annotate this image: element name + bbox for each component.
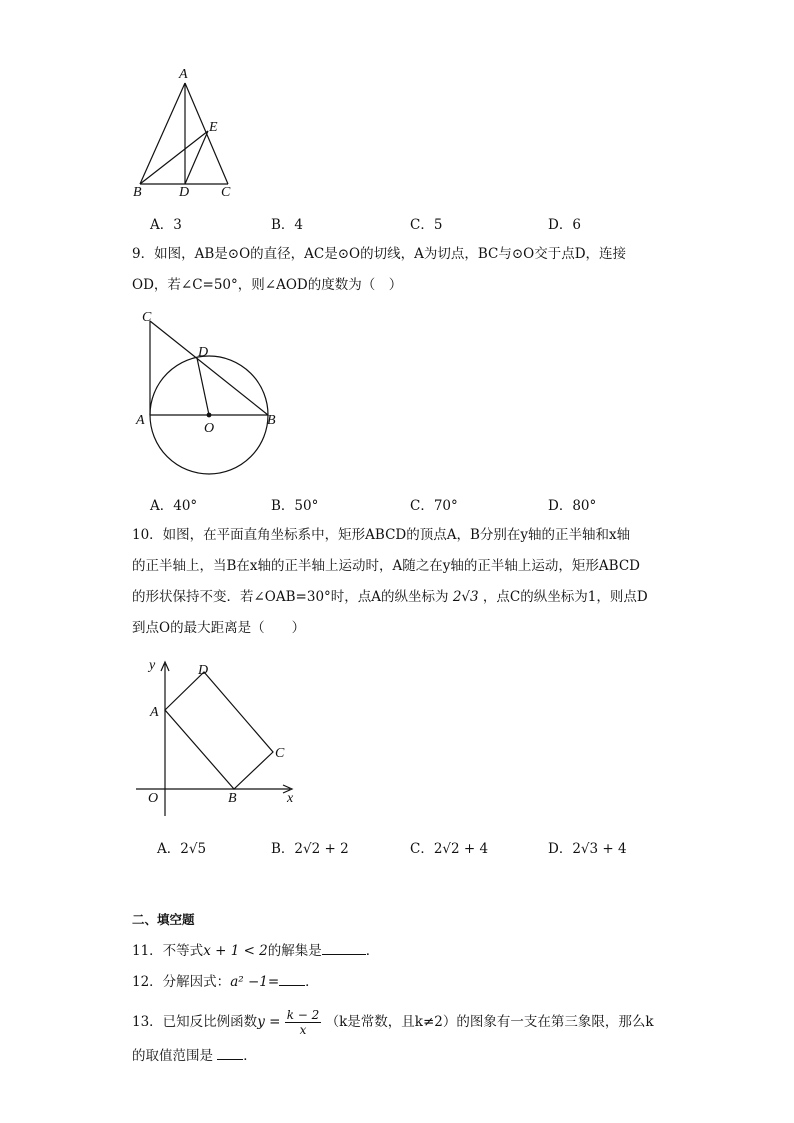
q13-fraction <box>285 1008 322 1037</box>
q11-math: x + 1 < 2 <box>203 943 268 959</box>
q10-text-line4: 到点O的最大距离是（ ） <box>132 620 306 636</box>
q10-label-c: C <box>275 746 285 761</box>
q10-line3-post: ，点C的纵坐标为1，则点D <box>482 589 648 605</box>
q10-coordinate-figure <box>130 650 310 820</box>
q13-answer-blank[interactable] <box>217 1045 243 1060</box>
q8-segment-be <box>140 131 208 184</box>
q9-text-line2: OD，若∠C=50°，则∠AOD的度数为（ ） <box>132 277 403 293</box>
q12-math: a² −1= <box>230 974 280 990</box>
q9-label-b: B <box>267 413 276 428</box>
q10-option-d: D．2√3 + 4 <box>548 841 627 857</box>
q10-option-b: B．2√2 + 2 <box>271 841 349 857</box>
q9-circle-figure <box>130 305 290 480</box>
q9-option-d: D．80° <box>548 498 597 514</box>
q10-label-x: x <box>287 791 294 806</box>
q9-center-dot <box>207 413 212 418</box>
q9-option-b: B．50° <box>271 498 319 514</box>
q10-option-a: A．2√5 <box>157 841 207 857</box>
q13-fraction-denominator: x <box>299 1023 307 1037</box>
q13-y: y = <box>257 1014 281 1030</box>
q8-segment-de <box>185 131 208 184</box>
q9-label-a: A <box>136 413 145 428</box>
q11-answer-blank[interactable] <box>322 940 366 955</box>
q8-option-d: D．6 <box>548 217 581 233</box>
section-2-title: 二、填空题 <box>132 912 195 927</box>
q10-line3-math: 2√3 <box>452 589 479 605</box>
q10-text-line3 <box>132 587 648 607</box>
q9-label-d: D <box>198 345 209 360</box>
q12-answer-blank[interactable] <box>279 971 305 986</box>
q12-end: ． <box>305 974 319 990</box>
q10-line3-pre: 的形状保持不变．若∠OAB=30°时，点A的纵坐标为 <box>132 589 449 605</box>
q10-label-y: y <box>149 658 156 673</box>
q13-text-line1 <box>132 1008 654 1037</box>
q8-triangle-figure <box>125 62 245 202</box>
q13-line2: 的取值范围是 <box>132 1048 213 1064</box>
q8-label-a: A <box>179 67 188 82</box>
q10-option-c: C．2√2 + 4 <box>410 841 489 857</box>
q9-label-c: C <box>142 310 152 325</box>
q10-label-d: D <box>198 663 209 678</box>
q13-end: ． <box>243 1048 257 1064</box>
q13-pre: 13．已知反比例函数 <box>132 1014 258 1030</box>
q10-label-b: B <box>228 791 237 806</box>
q12-text <box>132 971 319 992</box>
q13-fraction-numerator: k − 2 <box>286 1008 320 1022</box>
q8-option-c: C．5 <box>410 217 443 233</box>
q13-post: （k是常数，且k≠2）的图象有一支在第三象限，那么k <box>325 1014 654 1030</box>
q8-edge-ab <box>140 83 185 184</box>
q10-label-a: A <box>150 705 159 720</box>
q11-end: ． <box>365 943 380 959</box>
q11-text <box>132 940 379 961</box>
q10-rectangle-abcd <box>165 672 273 789</box>
q9-segment-cb <box>150 321 268 415</box>
q8-option-b: B．4 <box>271 217 304 233</box>
q9-text-line1: 9．如图，AB是⊙O的直径，AC是⊙O的切线，A为切点，BC与⊙O交于点D，连接 <box>132 246 627 262</box>
q11-pre: 11．不等式 <box>132 943 204 959</box>
q12-pre: 12．分解因式： <box>132 974 231 990</box>
q11-post: 的解集是 <box>267 943 322 959</box>
q8-label-b: B <box>133 185 142 200</box>
q10-text-line2: 的正半轴上，当B在x轴的正半轴上运动时，A随之在y轴的正半轴上运动，矩形ABCD <box>132 558 640 574</box>
q8-option-a: A．3 <box>150 217 182 233</box>
q10-label-o: O <box>148 791 159 806</box>
q8-label-c: C <box>221 185 231 200</box>
q9-option-a: A．40° <box>150 498 198 514</box>
q10-text-line1: 10．如图，在平面直角坐标系中，矩形ABCD的顶点A，B分别在y轴的正半轴和x轴 <box>132 527 631 543</box>
q8-label-e: E <box>209 120 218 135</box>
q9-option-c: C．70° <box>410 498 458 514</box>
q9-label-o: O <box>204 421 215 436</box>
q8-label-d: D <box>179 185 190 200</box>
q13-text-line2 <box>132 1045 257 1066</box>
